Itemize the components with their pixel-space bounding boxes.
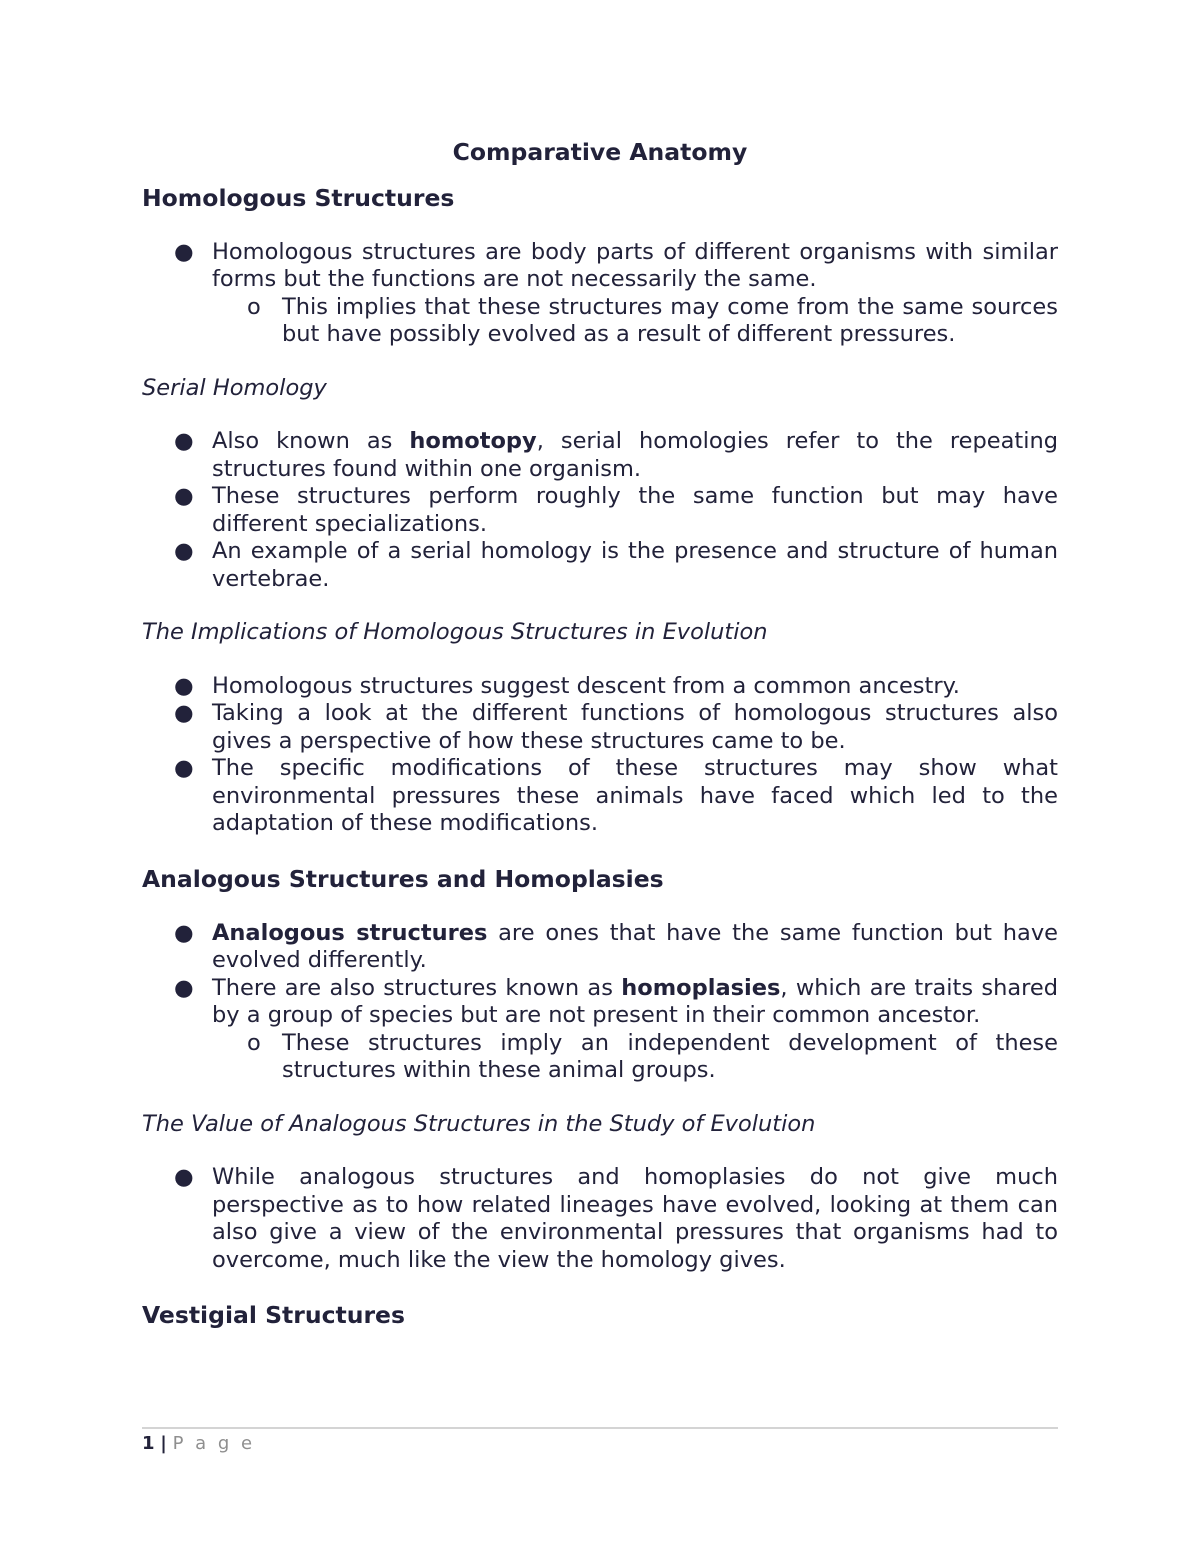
list-item: ● An example of a serial homology is the presence and structure of human vertebrae. <box>174 538 1058 592</box>
list-item: ● Analogous structures are ones that have the same function but have evolved differently. <box>174 919 1058 973</box>
section-heading-analogous: Analogous Structures and Homoplasies <box>142 864 664 893</box>
bullet-icon: ● <box>174 538 194 564</box>
homologous-list <box>142 239 1058 349</box>
section-heading-homologous: Homologous Structures <box>142 183 455 212</box>
sub-list-item: o These structures imply an independent development of these structures within these animal groups. <box>247 1029 1058 1083</box>
implications-list <box>142 673 1058 838</box>
analogous-list <box>142 920 1058 1085</box>
serial-homology-list <box>142 428 1058 593</box>
hollow-bullet-icon: o <box>247 1029 261 1056</box>
document-page <box>142 139 1058 1356</box>
hollow-bullet-icon: o <box>247 293 261 320</box>
bullet-icon: ● <box>174 700 194 726</box>
page-label: P a g e <box>172 1433 256 1454</box>
term-homoplasies: homoplasies <box>621 974 781 1001</box>
list-item: ● Homologous structures suggest descent from a common ancestry. <box>174 672 960 699</box>
page-footer <box>142 1433 255 1454</box>
bullet-icon: ● <box>174 238 194 265</box>
bullet-icon: ● <box>174 974 194 1001</box>
bullet-icon: ● <box>174 672 194 699</box>
sub-list-item: o This implies that these structures may come from the same sources but have possibly evolved as a result of different pressures. <box>247 293 1058 347</box>
list-item: ● These structures perform roughly the same function but may have different specializations. <box>174 483 1058 537</box>
footer-separator: | <box>160 1433 167 1454</box>
list-item: ● There are also structures known as homoplasies, which are traits shared by a group of species but are not present in their common ancestor. o These structures imply an independent development of these structures within these animal groups. <box>174 974 1058 1083</box>
section-heading-vestigial: Vestigial Structures <box>142 1301 405 1329</box>
section-heading-implications: The Implications of Homologous Structures in Evolution <box>142 619 768 645</box>
list-item: ● The specific modifications of these structures may show what environmental pressures these animals have faced which led to the adaptation of these modifications. <box>174 755 1058 836</box>
document-title: Comparative Anatomy <box>452 138 748 166</box>
section-heading-value-analogous: The Value of Analogous Structures in the Study of Evolution <box>142 1110 816 1137</box>
bullet-icon: ● <box>174 428 194 454</box>
bullet-icon: ● <box>174 1164 194 1190</box>
list-item: ● Taking a look at the different functions of homologous structures also gives a perspective of how these structures came to be. <box>174 700 1058 754</box>
list-item: ● While analogous structures and homoplasies do not give much perspective as to how related lineages have evolved, looking at them can also give a view of the environmental pressures that organisms had to overcome, much like the view the homology gives. <box>174 1164 1058 1273</box>
list-item: ● Homologous structures are body parts of different organisms with similar forms but the functions are not necessarily the same. o This implies that these structures may come from the same sources but have possibly evolved as a result of different pressures. <box>174 238 1058 347</box>
bullet-icon: ● <box>174 483 194 509</box>
sub-list <box>212 294 1058 349</box>
bullet-icon: ● <box>174 755 194 781</box>
page-number: 1 <box>142 1433 155 1454</box>
list-item: ● Also known as homotopy, serial homologies refer to the repeating structures found within one organism. <box>174 428 1058 482</box>
bullet-icon: ● <box>174 919 194 946</box>
footer-divider <box>142 1427 1058 1429</box>
section-heading-serial-homology: Serial Homology <box>142 374 327 401</box>
sub-list <box>212 1030 1058 1085</box>
value-analogous-list <box>142 1164 1058 1274</box>
term-analogous-structures: Analogous structures <box>212 919 488 946</box>
term-homotopy: homotopy <box>409 428 537 454</box>
